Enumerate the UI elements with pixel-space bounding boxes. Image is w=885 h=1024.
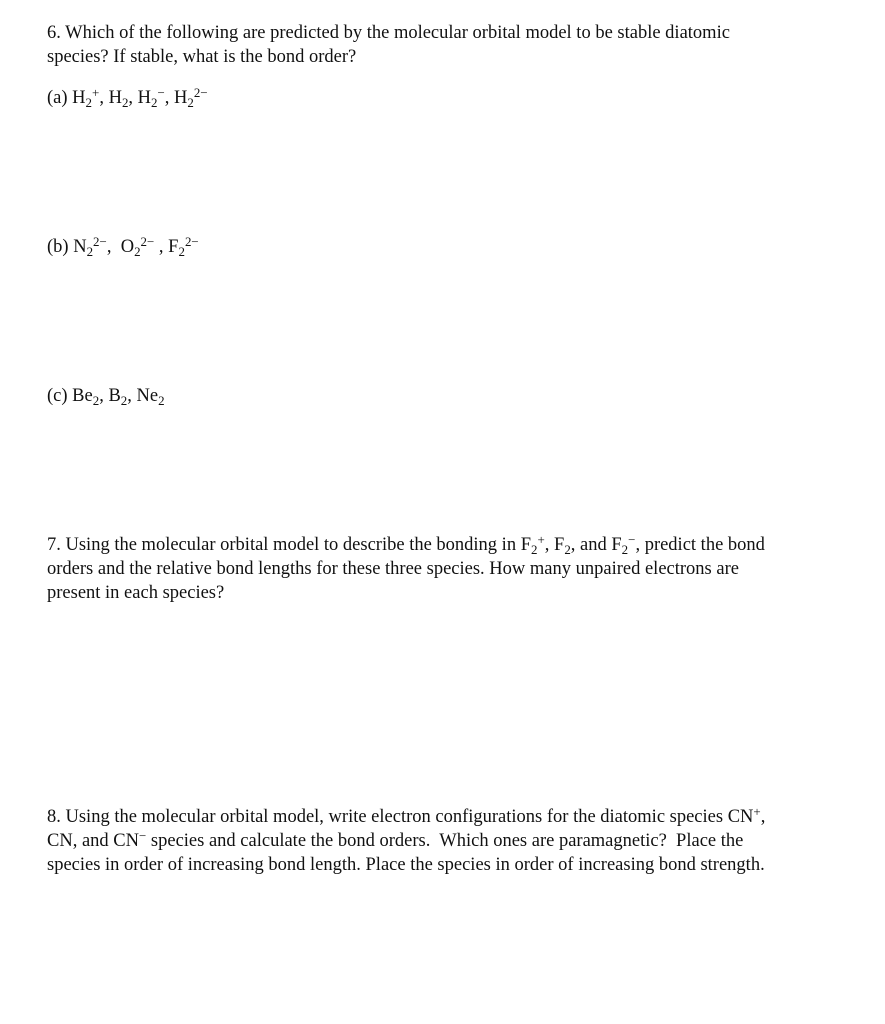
- species-ne2: $Ne_2$: [136, 386, 165, 408]
- part-label: (a): [47, 88, 73, 108]
- q6-part-a: (a) $H_2^+$, $H_2$, $H_2^-$, $H_2^{2-}$: [47, 84, 208, 110]
- species-o2-2minus: $O_2^{2-}$: [120, 233, 155, 259]
- species-f2-2minus: $F_2^{2-}$: [168, 233, 199, 259]
- species-n2-2minus: $N_2^{2-}$: [73, 233, 107, 259]
- species-f2-minus: $F_2^-$: [611, 531, 636, 557]
- part-label: (c): [47, 386, 73, 406]
- species-f2: $F_2$: [554, 535, 571, 557]
- q6-part-c: (c) $Be_2$, $B_2$, $Ne_2$: [47, 386, 165, 408]
- species-f2-plus: $F_2^+$: [520, 531, 545, 557]
- q8-line-2: CN, and CN− species and calculate the bond orders. Which ones are paramagnetic? Place the: [47, 827, 744, 851]
- cn-plus-charge: +: [753, 803, 761, 819]
- q6-part-b: (b) $N_2^{2-}$, $O_2^{2-}$ , $F_2^{2-}$: [47, 233, 199, 259]
- q6-line-1: 6. Which of the following are predicted by the molecular orbital model to be stable diatomic: [47, 23, 730, 43]
- species-h2: $H_2$: [108, 88, 129, 110]
- species-h2-minus: $H_2^-$: [137, 84, 165, 110]
- q7-line-2: orders and the relative bond lengths for these three species. How many unpaired electrons are: [47, 559, 739, 579]
- species-be2: $Be_2$: [72, 386, 100, 408]
- q8-line-1: 8. Using the molecular orbital model, write electron configurations for the diatomic species CN+,: [47, 803, 766, 827]
- q6-line-2: species? If stable, what is the bond order?: [47, 47, 357, 67]
- cn-minus-charge: −: [139, 827, 147, 843]
- q7-line-1: 7. Using the molecular orbital model to describe the bonding in $F_2^+$, $F_2$, and $F_2^-$, predict the bond: [47, 531, 765, 557]
- species-h2-plus: $H_2^+$: [72, 84, 100, 110]
- species-b2: $B_2$: [108, 386, 128, 408]
- species-h2-2minus: $H_2^{2-}$: [174, 84, 208, 110]
- part-label: (b): [47, 237, 74, 257]
- q7-line-3: present in each species?: [47, 583, 225, 603]
- q8-line-3: species in order of increasing bond length. Place the species in order of increasing bond strength.: [47, 855, 765, 875]
